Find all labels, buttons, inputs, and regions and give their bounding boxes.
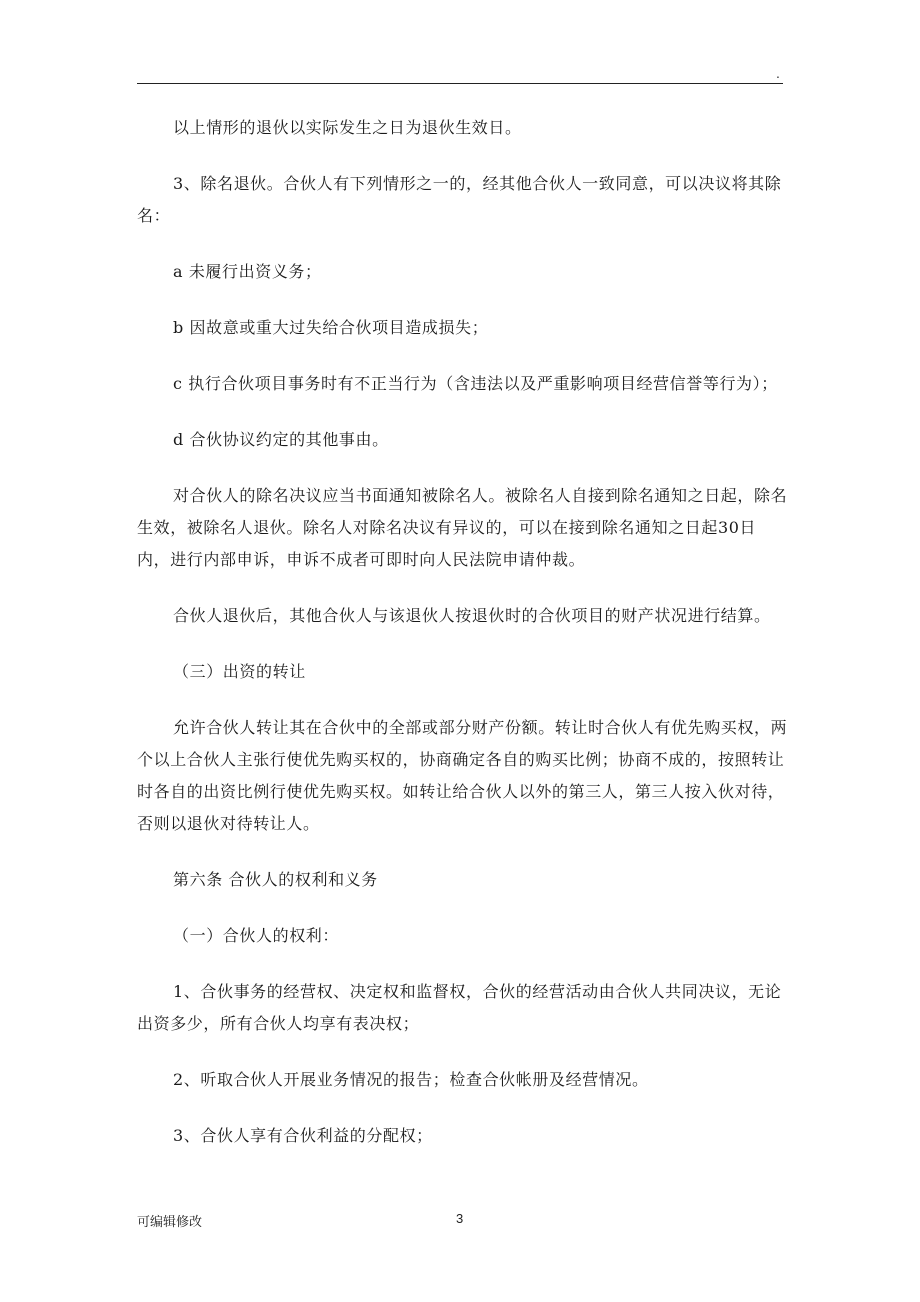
list-item-d: d 合伙协议约定的其他事由。 bbox=[173, 430, 389, 449]
paragraph-expulsion-clause: 3、除名退伙。合伙人有下列情形之一的，经其他合伙人一致同意，可以决议将其除名： bbox=[137, 174, 782, 225]
article-heading-six: 第六条 合伙人的权利和义务 bbox=[173, 870, 378, 889]
list-item-a: a 未履行出资义务； bbox=[173, 262, 322, 281]
footer-editable-note: 可编辑修改 bbox=[137, 1215, 203, 1230]
list-item-b: b 因故意或重大过失给合伙项目造成损失； bbox=[173, 318, 489, 337]
list-item-c: c 执行合伙项目事务时有不正当行为（含违法以及严重影响项目经营信誉等行为）； bbox=[173, 374, 778, 393]
rights-item-1: 1、合伙事务的经营权、决定权和监督权，合伙的经营活动由合伙人共同决议，无论出资多少，所有合伙人均享有表决权； bbox=[137, 982, 782, 1033]
document-body bbox=[137, 112, 789, 1176]
header-mark: . bbox=[776, 65, 780, 81]
rights-item-3: 3、合伙人享有合伙利益的分配权； bbox=[173, 1126, 433, 1145]
page-number: 3 bbox=[456, 1211, 464, 1226]
rights-item-2: 2、听取合伙人开展业务情况的报告；检查合伙帐册及经营情况。 bbox=[173, 1070, 649, 1089]
paragraph-settlement: 合伙人退伙后，其他合伙人与该退伙人按退伙时的合伙项目的财产状况进行结算。 bbox=[173, 606, 771, 625]
paragraph-transfer-rules: 允许合伙人转让其在合伙中的全部或部分财产份额。转让时合伙人有优先购买权，两个以上合伙人主张行使优先购买权的，协商确定各自的购买比例；协商不成的，按照转让时各自的出资比例行使优先购买权。如转让给合伙人以外的第三人，第三人按入伙对待，否则以退伙对待转让人。 bbox=[137, 718, 788, 833]
header-rule bbox=[137, 83, 783, 84]
paragraph-withdrawal-effective-date: 以上情形的退伙以实际发生之日为退伙生效日。 bbox=[173, 118, 522, 137]
section-heading-transfer: （三）出资的转让 bbox=[173, 662, 306, 681]
section-heading-rights: （一）合伙人的权利： bbox=[173, 926, 340, 945]
paragraph-expulsion-notice: 对合伙人的除名决议应当书面通知被除名人。被除名人自接到除名通知之日起，除名生效，被除名人退伙。除名人对除名决议有异议的，可以在接到除名通知之日起30日内，进行内部申诉，申诉不成者可即时向人民法院申请仲裁。 bbox=[137, 486, 788, 569]
